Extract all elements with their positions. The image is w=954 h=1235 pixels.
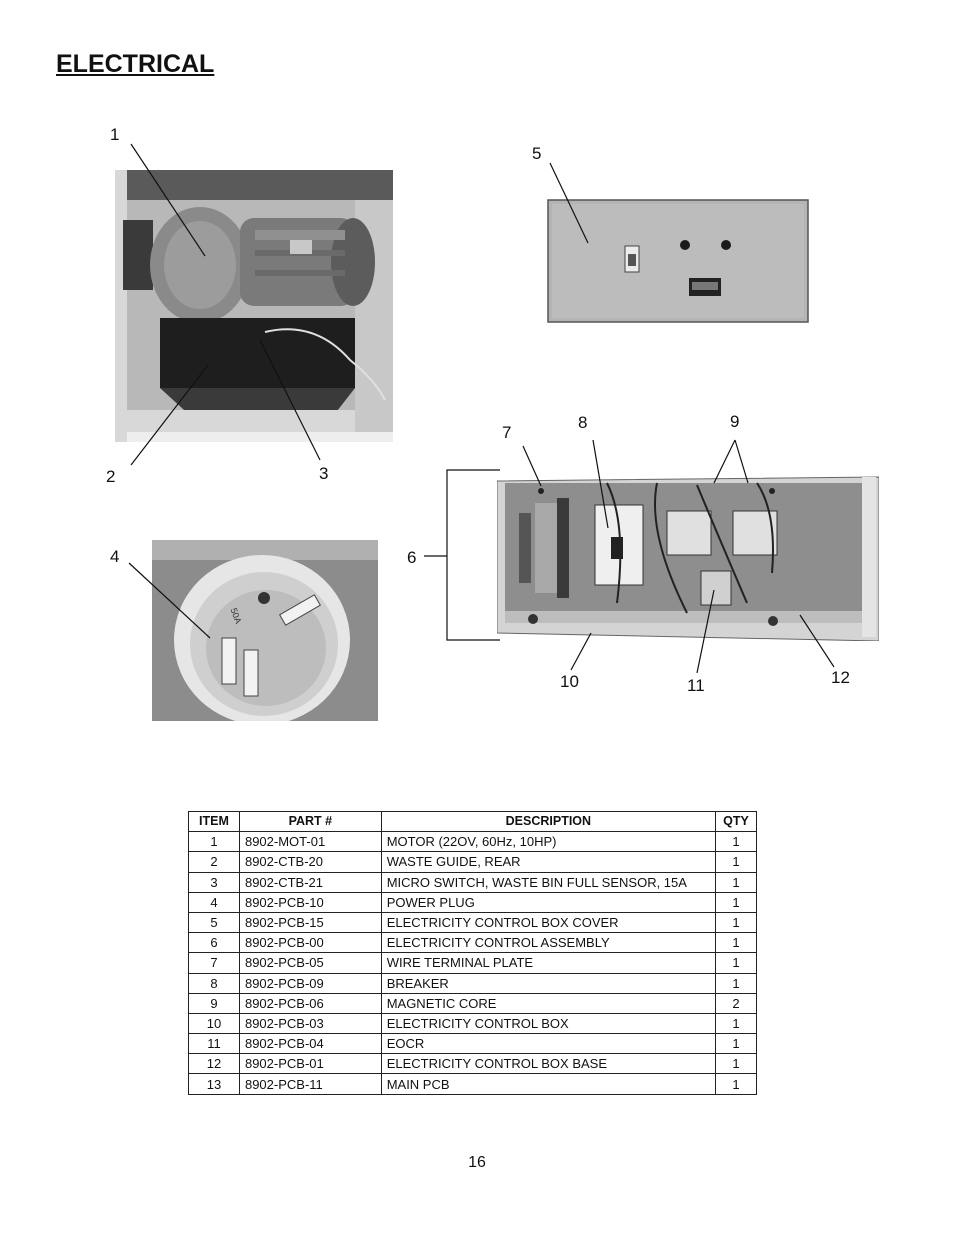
- cell-item: 12: [189, 1054, 240, 1074]
- cell-part: 8902-PCB-06: [239, 993, 381, 1013]
- cell-part: 8902-PCB-10: [239, 892, 381, 912]
- cell-item: 13: [189, 1074, 240, 1094]
- page-number: 16: [468, 1154, 486, 1171]
- cell-description: BREAKER: [381, 973, 715, 993]
- power-plug-photo: [152, 540, 378, 721]
- table-row: [189, 832, 757, 852]
- table-row: [189, 912, 757, 932]
- cell-part: 8902-CTB-20: [239, 852, 381, 872]
- callout-5: 5: [532, 144, 542, 163]
- cell-item: 1: [189, 832, 240, 852]
- header-item: ITEM: [189, 812, 240, 832]
- cell-description: WASTE GUIDE, REAR: [381, 852, 715, 872]
- parts-table: [188, 811, 757, 1095]
- cell-part: 8902-PCB-05: [239, 953, 381, 973]
- callout-2: 2: [106, 467, 116, 486]
- table-row: [189, 1054, 757, 1074]
- cell-item: 5: [189, 912, 240, 932]
- callout-6: 6: [407, 548, 417, 567]
- cell-qty: 1: [716, 973, 757, 993]
- motor-photo: [115, 170, 393, 442]
- cell-description: MAIN PCB: [381, 1074, 715, 1094]
- cell-part: 8902-PCB-03: [239, 1013, 381, 1033]
- table-row: [189, 852, 757, 872]
- table-row: [189, 1034, 757, 1054]
- cell-qty: 1: [716, 912, 757, 932]
- header-part-number: PART #: [239, 812, 381, 832]
- cell-description: MICRO SWITCH, WASTE BIN FULL SENSOR, 15A: [381, 872, 715, 892]
- callout-9: 9: [730, 412, 740, 431]
- cell-qty: 1: [716, 892, 757, 912]
- cell-description: MAGNETIC CORE: [381, 993, 715, 1013]
- table-row: [189, 933, 757, 953]
- cell-qty: 1: [716, 852, 757, 872]
- cell-description: WIRE TERMINAL PLATE: [381, 953, 715, 973]
- cell-item: 8: [189, 973, 240, 993]
- cell-part: 8902-PCB-11: [239, 1074, 381, 1094]
- table-row: [189, 953, 757, 973]
- table-row: [189, 872, 757, 892]
- cell-qty: 1: [716, 1074, 757, 1094]
- cell-part: 8902-MOT-01: [239, 832, 381, 852]
- cell-part: 8902-PCB-09: [239, 973, 381, 993]
- cell-item: 4: [189, 892, 240, 912]
- table-row: [189, 1013, 757, 1033]
- cell-description: ELECTRICITY CONTROL BOX COVER: [381, 912, 715, 932]
- callout-11: 11: [687, 676, 705, 695]
- cell-qty: 1: [716, 933, 757, 953]
- cell-description: EOCR: [381, 1034, 715, 1054]
- cell-item: 9: [189, 993, 240, 1013]
- cell-description: MOTOR (22OV, 60Hz, 10HP): [381, 832, 715, 852]
- callout-10: 10: [560, 672, 579, 691]
- table-header-row: [189, 812, 757, 832]
- control-assembly-photo: [497, 473, 879, 641]
- table-row: [189, 892, 757, 912]
- cell-qty: 1: [716, 1013, 757, 1033]
- header-description: DESCRIPTION: [381, 812, 715, 832]
- callout-1: 1: [110, 125, 120, 144]
- cell-item: 11: [189, 1034, 240, 1054]
- callout-8: 8: [578, 413, 588, 432]
- table-row: [189, 993, 757, 1013]
- cell-qty: 1: [716, 1034, 757, 1054]
- cell-part: 8902-PCB-04: [239, 1034, 381, 1054]
- cell-part: 8902-PCB-01: [239, 1054, 381, 1074]
- control-box-cover-photo: [546, 198, 810, 326]
- table-row: [189, 973, 757, 993]
- cell-part: 8902-PCB-00: [239, 933, 381, 953]
- cell-item: 2: [189, 852, 240, 872]
- callout-3: 3: [319, 464, 329, 483]
- cell-qty: 1: [716, 953, 757, 973]
- table-row: [189, 1074, 757, 1094]
- callout-4: 4: [110, 547, 120, 566]
- cell-qty: 1: [716, 872, 757, 892]
- cell-item: 10: [189, 1013, 240, 1033]
- svg-text:50A: 50A: [228, 606, 244, 626]
- cell-description: POWER PLUG: [381, 892, 715, 912]
- cell-qty: 2: [716, 993, 757, 1013]
- callout-7: 7: [502, 423, 512, 442]
- cell-part: 8902-PCB-15: [239, 912, 381, 932]
- cell-item: 3: [189, 872, 240, 892]
- cell-part: 8902-CTB-21: [239, 872, 381, 892]
- header-qty: QTY: [716, 812, 757, 832]
- callout-12: 12: [831, 668, 850, 687]
- cell-description: ELECTRICITY CONTROL BOX BASE: [381, 1054, 715, 1074]
- page-title: ELECTRICAL: [56, 50, 215, 78]
- cell-item: 7: [189, 953, 240, 973]
- cell-qty: 1: [716, 832, 757, 852]
- cell-description: ELECTRICITY CONTROL BOX: [381, 1013, 715, 1033]
- cell-description: ELECTRICITY CONTROL ASSEMBLY: [381, 933, 715, 953]
- cell-qty: 1: [716, 1054, 757, 1074]
- cell-item: 6: [189, 933, 240, 953]
